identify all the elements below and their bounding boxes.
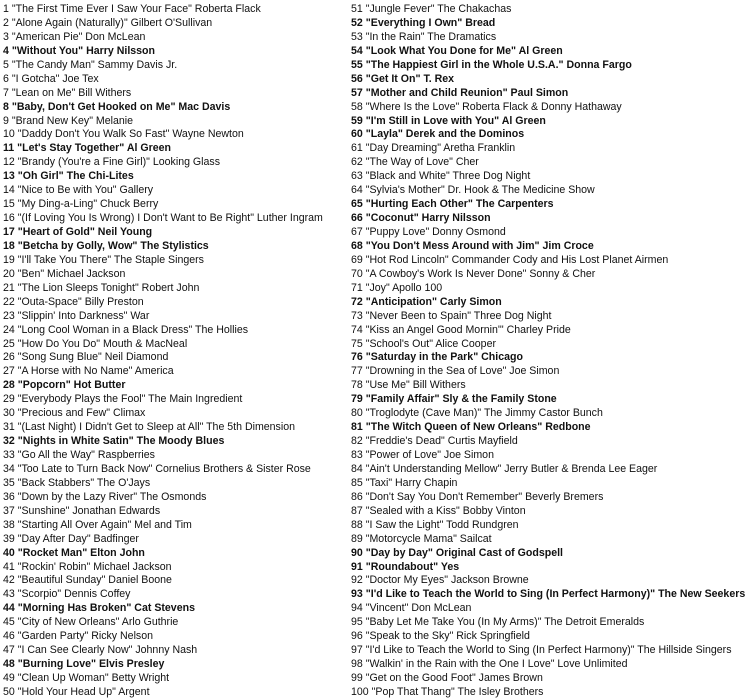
chart-entry: 31 "(Last Night) I Didn't Get to Sleep at All" The 5th Dimension <box>3 421 295 434</box>
chart-entry: 59 "I'm Still in Love with You" Al Green <box>351 114 546 127</box>
chart-entry: 87 "Sealed with a Kiss" Bobby Vinton <box>351 504 526 517</box>
chart-entry: 10 "Daddy Don't You Walk So Fast" Wayne Newton <box>3 128 244 141</box>
chart-entry: 62 "The Way of Love" Cher <box>351 156 479 169</box>
chart-entry: 63 "Black and White" Three Dog Night <box>351 170 531 183</box>
chart-entry: 35 "Back Stabbers" The O'Jays <box>3 476 151 489</box>
chart-entry: 19 "I'll Take You There" The Staple Singers <box>3 253 204 266</box>
chart-entry: 25 "How Do You Do" Mouth & MacNeal <box>3 337 188 350</box>
chart-entry: 32 "Nights in White Satin" The Moody Blues <box>3 435 225 448</box>
chart-entry: 76 "Saturday in the Park" Chicago <box>351 351 523 364</box>
chart-entry: 80 "Troglodyte (Cave Man)" The Jimmy Castor Bunch <box>351 407 603 420</box>
chart-entry: 20 "Ben" Michael Jackson <box>3 267 126 280</box>
chart-entry: 6 "I Gotcha" Joe Tex <box>3 72 99 85</box>
chart-entry: 66 "Coconut" Harry Nilsson <box>351 212 491 225</box>
chart-entry: 41 "Rockin' Robin" Michael Jackson <box>3 560 172 573</box>
chart-entry: 51 "Jungle Fever" The Chakachas <box>351 3 512 15</box>
chart-entry: 1 "The First Time Ever I Saw Your Face" Roberta Flack <box>3 3 261 15</box>
chart-entry: 38 "Starting All Over Again" Mel and Tim <box>3 518 192 531</box>
chart-entry: 81 "The Witch Queen of New Orleans" Redbone <box>351 421 591 434</box>
chart-entry: 91 "Roundabout" Yes <box>351 560 460 573</box>
chart-entry: 5 "The Candy Man" Sammy Davis Jr. <box>3 58 178 71</box>
chart-entry: 72 "Anticipation" Carly Simon <box>351 295 502 308</box>
chart-entry: 100 "Pop That Thang" The Isley Brothers <box>351 685 544 698</box>
chart-entry: 26 "Song Sung Blue" Neil Diamond <box>3 351 169 364</box>
chart-entry: 74 "Kiss an Angel Good Mornin'" Charley Pride <box>351 323 571 336</box>
chart-entry: 50 "Hold Your Head Up" Argent <box>3 685 150 698</box>
chart-entry: 45 "City of New Orleans" Arlo Guthrie <box>3 616 179 629</box>
chart-entry: 47 "I Can See Clearly Now" Johnny Nash <box>3 644 198 657</box>
chart-entry: 13 "Oh Girl" The Chi-Lites <box>3 170 134 183</box>
chart-entry: 77 "Drowning in the Sea of Love" Joe Simon <box>351 365 560 378</box>
chart-entry: 69 "Hot Rod Lincoln" Commander Cody and His Lost Planet Airmen <box>351 253 669 266</box>
chart-entry: 70 "A Cowboy's Work Is Never Done" Sonny & Cher <box>351 267 596 280</box>
chart-entry: 54 "Look What You Done for Me" Al Green <box>351 44 563 57</box>
chart-entry: 28 "Popcorn" Hot Butter <box>3 379 126 392</box>
chart-entry: 43 "Scorpio" Dennis Coffey <box>3 588 131 601</box>
chart-entry: 27 "A Horse with No Name" America <box>3 365 174 378</box>
chart-entry: 22 "Outa-Space" Billy Preston <box>3 295 144 308</box>
chart-entry: 3 "American Pie" Don McLean <box>3 30 146 43</box>
chart-entry: 98 "Walkin' in the Rain with the One I Love" Love Unlimited <box>351 658 628 671</box>
chart-entry: 96 "Speak to the Sky" Rick Springfield <box>351 630 530 643</box>
chart-entry: 48 "Burning Love" Elvis Presley <box>3 658 165 671</box>
chart-entry: 71 "Joy" Apollo 100 <box>351 281 443 294</box>
chart-entry: 95 "Baby Let Me Take You (In My Arms)" The Detroit Emeralds <box>351 616 645 629</box>
chart-entry: 33 "Go All the Way" Raspberries <box>3 449 155 461</box>
chart-entry: 58 "Where Is the Love" Roberta Flack & Donny Hathaway <box>351 100 622 113</box>
chart-column-left <box>3 3 348 700</box>
chart-entry: 89 "Motorcycle Mama" Sailcat <box>351 532 492 545</box>
chart-entry: 49 "Clean Up Woman" Betty Wright <box>3 672 170 684</box>
chart-entry: 78 "Use Me" Bill Withers <box>351 379 466 392</box>
chart-entry: 65 "Hurting Each Other" The Carpenters <box>351 198 554 211</box>
chart-entry: 12 "Brandy (You're a Fine Girl)" Looking Glass <box>3 156 221 169</box>
chart-entry: 8 "Baby, Don't Get Hooked on Me" Mac Davis <box>3 100 231 113</box>
chart-entry: 7 "Lean on Me" Bill Withers <box>3 86 132 99</box>
chart-entry: 85 "Taxi" Harry Chapin <box>351 476 458 489</box>
chart-entry: 37 "Sunshine" Jonathan Edwards <box>3 504 161 517</box>
chart-entry: 44 "Morning Has Broken" Cat Stevens <box>3 602 195 615</box>
chart-entry: 39 "Day After Day" Badfinger <box>3 532 139 545</box>
chart-entry: 16 "(If Loving You Is Wrong) I Don't Want to Be Right" Luther Ingram <box>3 212 323 225</box>
chart-entry: 14 "Nice to Be with You" Gallery <box>3 184 154 197</box>
chart-entry: 90 "Day by Day" Original Cast of Godspell <box>351 546 563 559</box>
chart-entry: 21 "The Lion Sleeps Tonight" Robert John <box>3 281 200 294</box>
chart-entry: 18 "Betcha by Golly, Wow" The Stylistics <box>3 239 209 252</box>
chart-entry: 46 "Garden Party" Ricky Nelson <box>3 630 154 643</box>
chart-entry: 53 "In the Rain" The Dramatics <box>351 30 497 43</box>
chart-entry: 73 "Never Been to Spain" Three Dog Night <box>351 309 552 322</box>
chart-entry: 4 "Without You" Harry Nilsson <box>3 44 156 57</box>
chart-entry: 9 "Brand New Key" Melanie <box>3 114 134 127</box>
chart-entry: 17 "Heart of Gold" Neil Young <box>3 226 153 238</box>
chart-entry: 93 "I'd Like to Teach the World to Sing (In Perfect Harmony)" The New Seekers <box>351 588 745 601</box>
chart-entry: 86 "Don't Say You Don't Remember" Beverly Bremers <box>351 490 604 503</box>
chart-entry: 94 "Vincent" Don McLean <box>351 602 472 615</box>
chart-entry: 15 "My Ding-a-Ling" Chuck Berry <box>3 198 159 211</box>
chart-entry: 75 "School's Out" Alice Cooper <box>351 337 496 350</box>
chart-entry: 97 "I'd Like to Teach the World to Sing (In Perfect Harmony)" The Hillside Singers <box>351 644 732 657</box>
chart-entry: 60 "Layla" Derek and the Dominos <box>351 128 525 141</box>
chart-entry: 88 "I Saw the Light" Todd Rundgren <box>351 518 519 531</box>
chart-entry: 56 "Get It On" T. Rex <box>351 72 455 85</box>
chart-entry: 84 "Ain't Understanding Mellow" Jerry Butler & Brenda Lee Eager <box>351 462 658 475</box>
chart-entry: 92 "Doctor My Eyes" Jackson Browne <box>351 574 529 587</box>
chart-entry: 29 "Everybody Plays the Fool" The Main Ingredient <box>3 393 243 406</box>
chart-entry: 61 "Day Dreaming" Aretha Franklin <box>351 142 516 155</box>
chart-entry: 40 "Rocket Man" Elton John <box>3 546 145 559</box>
chart-entry: 34 "Too Late to Turn Back Now" Cornelius Brothers & Sister Rose <box>3 462 311 475</box>
chart-entry: 36 "Down by the Lazy River" The Osmonds <box>3 490 207 503</box>
chart-entry: 68 "You Don't Mess Around with Jim" Jim Croce <box>351 239 594 252</box>
chart-entry: 2 "Alone Again (Naturally)" Gilbert O'Sullivan <box>3 16 213 29</box>
chart-entry: 55 "The Happiest Girl in the Whole U.S.A." Donna Fargo <box>351 58 632 71</box>
chart-entry: 42 "Beautiful Sunday" Daniel Boone <box>3 574 172 587</box>
chart-entry: 23 "Slippin' Into Darkness" War <box>3 309 150 322</box>
chart-entry: 24 "Long Cool Woman in a Black Dress" The Hollies <box>3 323 249 336</box>
chart-entry: 67 "Puppy Love" Donny Osmond <box>351 226 506 238</box>
chart-entry: 79 "Family Affair" Sly & the Family Stone <box>351 393 557 406</box>
chart-entry: 83 "Power of Love" Joe Simon <box>351 449 494 461</box>
chart-entry: 82 "Freddie's Dead" Curtis Mayfield <box>351 435 518 448</box>
chart-entry: 64 "Sylvia's Mother" Dr. Hook & The Medicine Show <box>351 184 595 197</box>
chart-entry: 11 "Let's Stay Together" Al Green <box>3 142 171 155</box>
chart-entry: 99 "Get on the Good Foot" James Brown <box>351 672 543 684</box>
chart-entry: 57 "Mother and Child Reunion" Paul Simon <box>351 86 569 99</box>
chart-entry: 30 "Precious and Few" Climax <box>3 407 146 420</box>
chart-entry: 52 "Everything I Own" Bread <box>351 16 496 29</box>
chart-column-right <box>351 3 745 700</box>
